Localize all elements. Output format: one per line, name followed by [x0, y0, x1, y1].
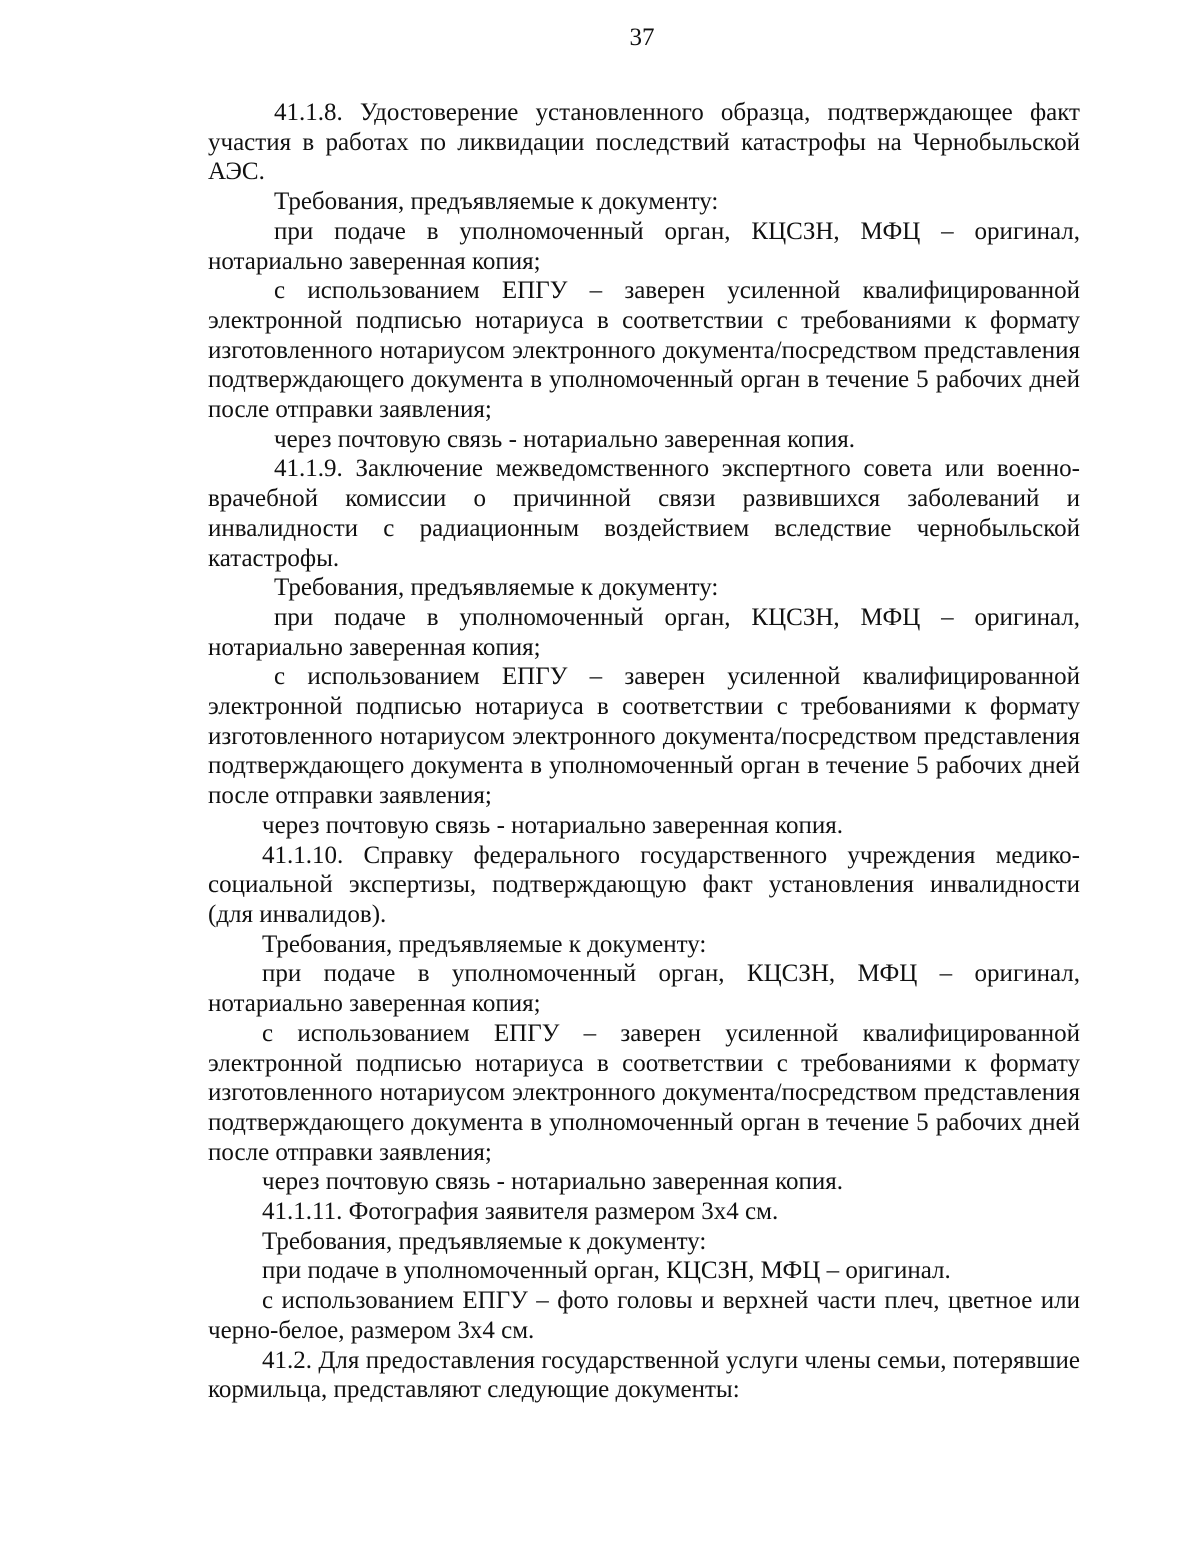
paragraph: через почтовую связь - нотариально заверенная копия.: [274, 425, 856, 453]
paragraph: с использованием ЕПГУ – фото головы и верхней части плеч, цветное или черно-белое, размером 3х4 см.: [208, 1287, 1080, 1344]
paragraph: Требования, предъявляемые к документу:: [262, 930, 707, 958]
paragraph: при подаче в уполномоченный орган, КЦСЗН, МФЦ – оригинал, нотариально заверенная копия;: [208, 217, 1080, 275]
paragraph: с использованием ЕПГУ – заверен усиленной квалифицированной электронной подписью нотариуса в соответствии с требованиями к формату изготовленного нотариусом электронного документа/посредством представления подтверждающего документа в уполномоченный орган в течение 5 рабочих дней после отправки заявления;: [208, 663, 1080, 810]
paragraph: 41.2. Для предоставления государственной услуги члены семьи, потерявшие кормильца, представляют следующие документы:: [208, 1346, 1080, 1404]
paragraph: Требования, предъявляемые к документу:: [274, 188, 719, 216]
paragraph: при подаче в уполномоченный орган, КЦСЗН, МФЦ – оригинал.: [262, 1257, 951, 1285]
paragraph: Требования, предъявляемые к документу:: [274, 574, 719, 602]
paragraph: 41.1.8. Удостоверение установленного образца, подтверждающее факт участия в работах по ликвидации последствий катастрофы на Чернобыльской АЭС.: [208, 99, 1080, 186]
paragraph: при подаче в уполномоченный орган, КЦСЗН, МФЦ – оригинал, нотариально заверенная копия;: [208, 603, 1080, 661]
paragraph: 41.1.9. Заключение межведомственного экспертного совета или военно-врачебной комиссии о причинной связи развившихся заболеваний и инвалидности с радиационным воздействием вследствие чернобыльской катастрофы.: [208, 455, 1080, 572]
paragraph: 41.1.11. Фотография заявителя размером 3х4 см.: [262, 1198, 779, 1226]
paragraph: при подаче в уполномоченный орган, КЦСЗН, МФЦ – оригинал, нотариально заверенная копия;: [208, 960, 1080, 1018]
paragraph: 41.1.10. Справку федерального государственного учреждения медико-социальной экспертизы, подтверждающую факт установления инвалидности (для инвалидов).: [208, 841, 1080, 928]
paragraph: через почтовую связь - нотариально заверенная копия.: [262, 811, 844, 839]
document-body: [208, 98, 1080, 1405]
paragraph: с использованием ЕПГУ – заверен усиленной квалифицированной электронной подписью нотариуса в соответствии с требованиями к формату изготовленного нотариусом электронного документа/посредством представления подтверждающего документа в уполномоченный орган в течение 5 рабочих дней после отправки заявления;: [208, 277, 1080, 424]
paragraph: Требования, предъявляемые к документу:: [262, 1227, 707, 1255]
paragraph: с использованием ЕПГУ – заверен усиленной квалифицированной электронной подписью нотариуса в соответствии с требованиями к формату изготовленного нотариусом электронного документа/посредством представления подтверждающего документа в уполномоченный орган в течение 5 рабочих дней после отправки заявления;: [208, 1019, 1080, 1166]
page-number: 37: [629, 24, 655, 51]
paragraph: через почтовую связь - нотариально заверенная копия.: [262, 1168, 844, 1196]
